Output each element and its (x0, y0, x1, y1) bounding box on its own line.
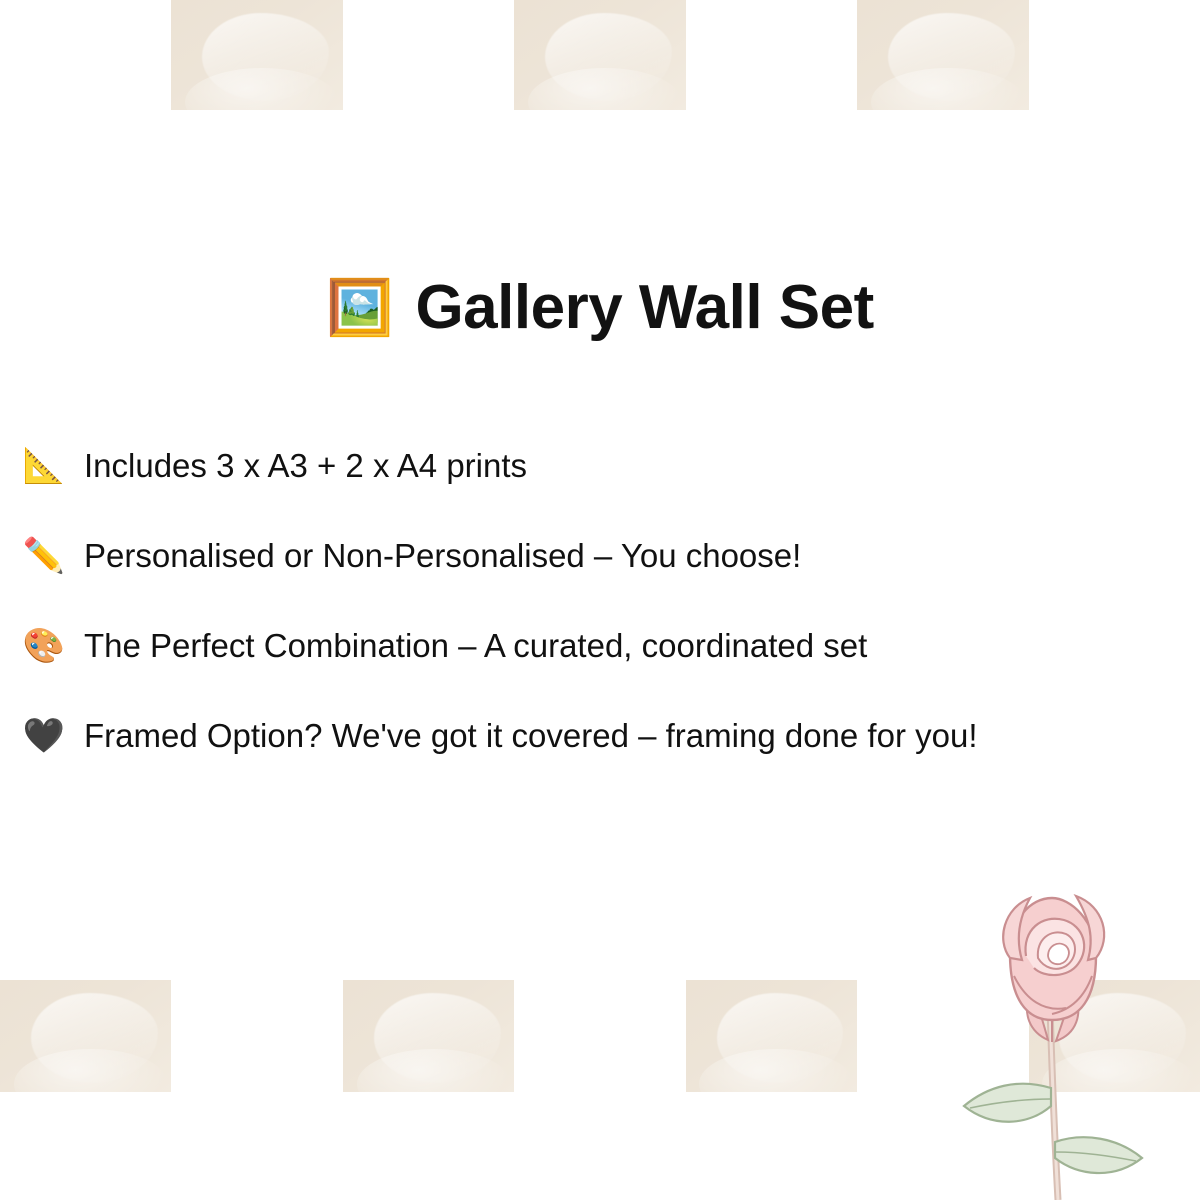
artist-palette-icon: 🎨 (22, 627, 66, 665)
list-item-label: The Perfect Combination – A curated, coordinated set (84, 627, 868, 664)
list-item-label: Includes 3 x A3 + 2 x A4 prints (84, 447, 528, 484)
page-title-text: Gallery Wall Set (415, 273, 874, 342)
list-item-label: Personalised or Non-Personalised – You choose! (84, 537, 802, 574)
list-item (22, 624, 1182, 668)
list-item (22, 714, 1182, 758)
feature-list (22, 444, 1182, 804)
framed-picture-icon: 🖼️ (326, 277, 394, 338)
list-item (22, 534, 1182, 578)
list-item-label: Framed Option? We've got it covered – framing done for you! (84, 717, 978, 754)
pink-rose-illustration (918, 880, 1188, 1200)
black-heart-icon: 🖤 (22, 717, 66, 755)
page-title (0, 272, 1200, 343)
pencil-icon: ✏️ (22, 537, 66, 575)
triangular-ruler-icon: 📐 (22, 447, 66, 485)
list-item (22, 444, 1182, 488)
